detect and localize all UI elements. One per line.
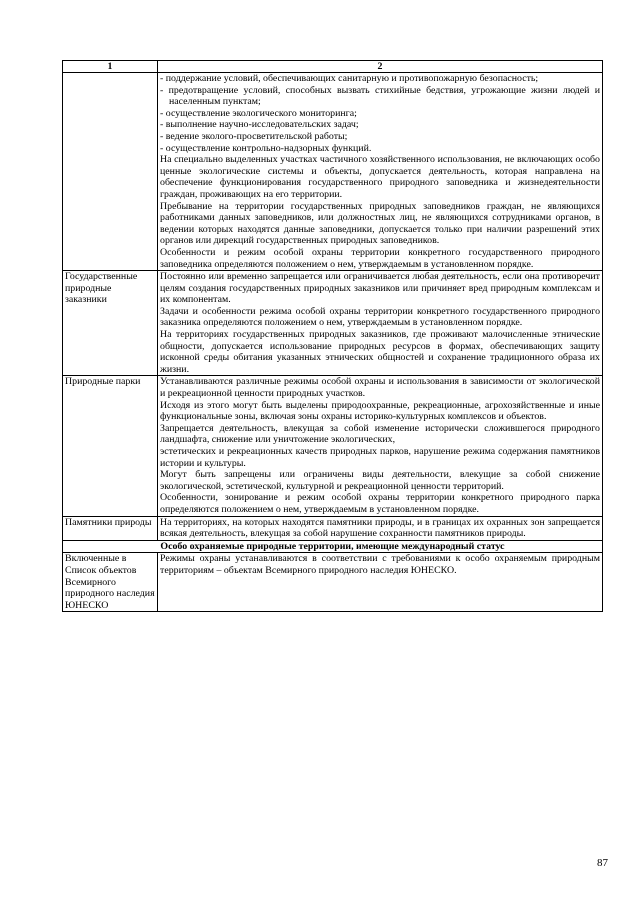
description-paragraph: Особенности, зонирование и режим особой охраны территории конкретного природного парка определяются положением о нем, утверждаемым в установленном порядке. bbox=[160, 492, 600, 515]
row-description bbox=[158, 73, 603, 271]
description-paragraph: Особенности и режим особой охраны территории конкретного государственного природного заповедника определяются положением о нем, утверждаемым в установленном порядке. bbox=[160, 246, 600, 270]
section-title: Особо охраняемые природные территории, имеющие международный статус bbox=[63, 540, 603, 553]
table-row bbox=[63, 271, 603, 376]
description-paragraph: На территориях, на которых находятся памятники природы, и в границах их охранных зон запрещается всякая деятельность, влекущая за собой нарушение сохранности памятников природы. bbox=[160, 516, 600, 540]
table-row bbox=[63, 376, 603, 516]
description-paragraph: - осуществление контрольно-надзорных функций. bbox=[160, 142, 372, 154]
section-header-row bbox=[63, 540, 603, 553]
description-paragraph: Исходя из этого могут быть выделены природоохранные, рекреационные, агрохозяйственные и иные функциональные зоны, включая зоны охраны историко-культурных комплексов и объектов. bbox=[160, 399, 600, 423]
description-paragraph: - предотвращение условий, способных вызвать стихийные бедствия, угрожающие жизни людей и населенным пунктам; bbox=[160, 84, 600, 108]
description-paragraph: - ведение эколого-просветительской работы; bbox=[160, 130, 348, 142]
description-paragraph: эстетических и рекреационных качеств природных парков, нарушение режима содержания памятников истории и культуры. bbox=[160, 446, 600, 469]
page-number: 87 bbox=[597, 857, 608, 869]
description-paragraph: На территориях государственных природных заказников, где проживают малочисленные этнические общности, допускается использование природных ресурсов в формах, обеспечивающих защиту исконной среды обитания указанных этнических общностей и сохранение традиционного образа их жизни. bbox=[160, 329, 600, 375]
row-category: Включенные в Список объектов Всемирного природного наследия ЮНЕСКО bbox=[63, 553, 158, 612]
row-category: Государственные природные заказники bbox=[63, 271, 158, 376]
description-paragraph: Задачи и особенности режима особой охраны территории конкретного государственного природного заказника определяются положением о нем, утверждаемым в установленном порядке. bbox=[160, 305, 600, 329]
description-paragraph: На специально выделенных участках частичного хозяйственного использования, не включающих особо ценные экологические системы и объекты, допускается деятельность, которая направлена на обеспечение функционирования государственного природного заповедника и жизнедеятельности граждан, проживающих на его территории. bbox=[160, 154, 600, 200]
table-body bbox=[63, 73, 603, 612]
row-description bbox=[158, 271, 603, 376]
description-paragraph: Постоянно или временно запрещается или ограничивается любая деятельность, если она противоречит целям создания государственных природных заказников или причиняет вред природным комплексам и их компонентам. bbox=[160, 271, 600, 306]
column-header-1: 1 bbox=[63, 61, 158, 73]
description-paragraph: Пребывание на территории государственных природных заповедников граждан, не являющихся работниками данных заповедников, или должностных лиц, не являющихся сотрудниками органов, в ведении которых находятся данные заповедники, допускается только при наличии разрешений этих органов или дирекций государственных природных заповедников. bbox=[160, 200, 600, 247]
description-paragraph: - выполнение научно-исследовательских задач; bbox=[160, 119, 359, 131]
table-row bbox=[63, 553, 603, 612]
row-category bbox=[63, 73, 158, 271]
row-category: Памятники природы bbox=[63, 516, 158, 540]
row-description bbox=[158, 553, 603, 612]
description-paragraph: Устанавливаются различные режимы особой охраны и использования в зависимости от экологической и рекреационной ценности природных участков. bbox=[160, 376, 600, 400]
row-description bbox=[158, 376, 603, 516]
description-paragraph: Режимы охраны устанавливаются в соответствии с требованиями к особо охраняемым природным территориям – объектам Всемирного природного наследия ЮНЕСКО. bbox=[160, 553, 600, 576]
table-row bbox=[63, 73, 603, 271]
description-paragraph: Запрещается деятельность, влекущая за собой изменение исторически сложившегося природного ландшафта, снижение или уничтожение экологических, bbox=[160, 422, 600, 446]
row-description bbox=[158, 516, 603, 540]
description-paragraph: - поддержание условий, обеспечивающих санитарную и противопожарную безопасность; bbox=[160, 73, 539, 84]
description-paragraph: - осуществление экологического мониторинга; bbox=[160, 107, 357, 119]
table-header-row bbox=[63, 61, 603, 73]
table-row bbox=[63, 516, 603, 540]
description-paragraph: Могут быть запрещены или ограничены виды деятельности, влекущие за собой снижение экологической, эстетической, культурной и рекреационной ценности территорий. bbox=[160, 469, 600, 492]
column-header-2: 2 bbox=[158, 61, 603, 73]
regime-table bbox=[62, 60, 603, 612]
row-category: Природные парки bbox=[63, 376, 158, 516]
